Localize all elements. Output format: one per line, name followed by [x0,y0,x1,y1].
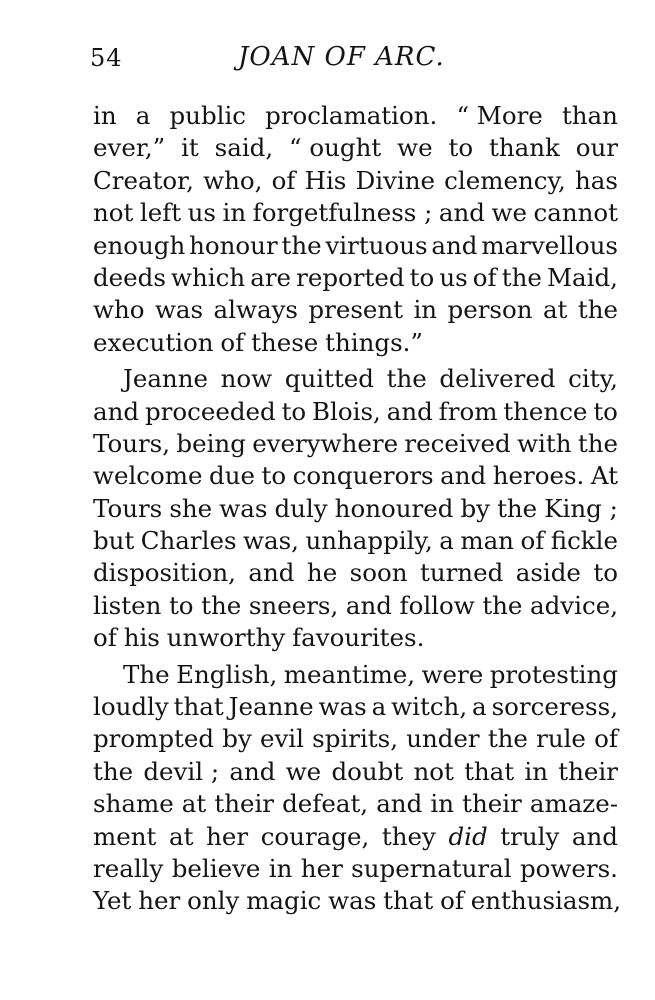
word: rule [536,724,586,754]
word: deeds [93,262,166,292]
text-line [93,590,618,622]
word: that [464,756,515,786]
word: said, [214,133,274,163]
text-line [93,691,618,723]
word: of [520,526,545,556]
word: “ ought [289,133,382,163]
word: ever,” [93,133,166,163]
word: defeat, [282,789,369,819]
word: always [213,295,298,325]
body-text [93,100,622,918]
word: did [448,821,488,851]
word: the [281,230,322,260]
word: her [300,853,343,883]
word: in [222,198,247,228]
text-line [93,230,618,262]
word: devil ; [143,756,220,786]
word: received [404,428,511,458]
word: of [472,262,497,292]
text-line [93,197,618,229]
word: magic [246,886,322,916]
word: of [220,327,245,357]
text-line [93,132,618,164]
word: thence [503,396,588,426]
word: of [93,623,117,653]
word: spirits, [312,724,399,754]
word: to [409,262,435,292]
word: to [593,558,618,588]
word: and [248,558,295,588]
word: the [386,364,427,394]
text-line [93,723,618,755]
word: in [524,756,549,786]
word: to [448,133,474,163]
word: Blois, [312,396,381,426]
word: us [439,262,468,292]
word: with [517,428,572,458]
word: from [438,396,498,426]
word: enthusiasm, [470,886,622,916]
word: really [93,853,164,883]
word: advice, [530,590,618,620]
word: sorceress, [491,692,618,722]
word: protesting [489,659,618,689]
word: witch, [391,692,468,722]
word: of [271,165,296,195]
word: their [462,789,522,819]
text-line [93,294,618,326]
word: evil [259,724,304,754]
word: clemency, [444,165,566,195]
word: Jeanne [123,364,208,394]
word: and [440,461,487,491]
text-line [93,525,618,557]
word: shame [93,789,174,819]
word: the [487,724,528,754]
word: heroes. [492,461,585,491]
word: “ More [456,101,543,130]
word: in [93,101,117,130]
word: at [542,295,568,325]
word: King ; [544,493,618,523]
word: and [93,396,140,426]
word: it [181,133,199,163]
word: a [439,526,454,556]
word: they [381,821,436,851]
word: not [93,198,134,228]
text-line [93,165,618,197]
paragraph [93,100,618,359]
word: the [501,262,542,292]
word: listen [93,590,162,620]
word: we [397,133,433,163]
word: and [386,396,433,426]
word: at [168,821,194,851]
word: public [169,101,247,130]
paragraph [93,659,622,918]
word: meantime, [283,659,416,689]
text-line [93,460,618,492]
word: to [168,590,194,620]
word: Creator, [93,165,194,195]
word: virtuous [325,230,428,260]
word: person [447,295,533,325]
word: forgetfulness ; [252,198,433,228]
word: under [406,724,480,754]
word: in [268,853,293,883]
word: she [169,493,213,523]
word: her [206,821,249,851]
word: to [261,461,287,491]
word: but [93,526,135,556]
word: proceeded [144,396,276,426]
word: was [219,493,268,523]
word: follow [399,590,475,620]
page-number: 54 [90,44,123,72]
word: at [181,789,207,819]
word: a [371,692,387,722]
word: aside [515,558,581,588]
word: honour [189,230,278,260]
word: Maid, [546,262,618,292]
word: English, [176,659,278,689]
word: his [123,623,160,653]
word: things.” [325,327,423,357]
text-line [93,396,618,428]
word: Divine [355,165,435,195]
word: that [173,692,224,722]
text-line [93,493,618,525]
word: favourites. [292,623,425,653]
word: present [308,295,404,325]
word: to [281,396,307,426]
word: that [383,886,434,916]
word: loudly [93,692,169,722]
word: duly [274,493,328,523]
word: was, [243,526,299,556]
word: delivered [439,364,556,394]
word: city, [568,364,618,394]
word: their [558,756,618,786]
word: Tours [93,493,163,523]
text-line [93,327,618,359]
text-line [93,659,618,691]
word: now [220,364,273,394]
word: Charles [140,526,237,556]
word: the [577,428,618,458]
word: honoured [334,493,454,523]
word: left [139,198,182,228]
word: execution [93,327,214,357]
word: welcome [93,461,203,491]
word: fickle [550,526,618,556]
word: man [460,526,514,556]
word: was [318,692,367,722]
word: marvellous [481,230,618,260]
word: and [376,789,423,819]
page-header [88,38,618,78]
text-line [93,622,618,654]
word: he [306,558,338,588]
word: unworthy [166,623,286,653]
word: At [590,461,618,491]
word: was [328,886,377,916]
word: the [482,590,523,620]
text-line [93,853,618,885]
text-line [93,788,618,820]
word: was [154,295,204,325]
word: proclamation. [265,101,438,130]
word: Tours, [93,428,171,458]
text-line [93,100,618,132]
word: not [413,756,454,786]
word: quitted [284,364,374,394]
word: in [430,789,454,819]
word: who [93,295,145,325]
text-line [93,557,618,589]
word: conquerors [292,461,434,491]
word: the [201,590,242,620]
word: ment [93,821,157,851]
word: and [571,821,618,851]
word: a [135,101,151,130]
word: and [345,590,392,620]
word: doubt [331,756,404,786]
text-line [93,428,618,460]
word: and [438,198,485,228]
word: His [304,165,347,195]
word: sneers, [248,590,339,620]
word: of [440,886,464,916]
word: were [421,659,484,689]
word: prompted [93,724,215,754]
word: due [209,461,255,491]
word: we [491,198,527,228]
word: The [123,659,170,689]
word: us [187,198,217,228]
word: we [285,756,322,786]
text-line [93,756,618,788]
word: are [250,262,292,292]
word: powers. [519,853,618,883]
word: by [460,493,490,523]
word: a [472,692,487,722]
word: which [171,262,246,292]
word: than [561,101,618,130]
word: amaze- [529,789,618,819]
word: courage, [260,821,370,851]
word: has [575,165,618,195]
word: Jeanne [228,692,314,722]
running-title: JOAN OF ARC. [238,42,445,72]
word: reported [296,262,405,292]
text-line [93,821,618,853]
word: supernatural [351,853,512,883]
word: cannot [533,198,618,228]
word: their [214,789,275,819]
word: unhappily, [305,526,433,556]
paragraph [93,363,618,655]
word: believe [171,853,261,883]
word: the [93,756,134,786]
word: turned [419,558,504,588]
word: enough [93,230,186,260]
word: by [222,724,252,754]
word: everywhere [252,428,399,458]
word: only [187,886,240,916]
word: and [229,756,276,786]
word: these [251,327,319,357]
word: in [413,295,438,325]
word: Yet [93,886,132,916]
word: truly [500,821,560,851]
word: and [431,230,478,260]
word: disposition, [93,558,236,588]
word: her [138,886,181,916]
word: of [594,724,618,754]
word: thank [488,133,560,163]
word: who, [203,165,263,195]
text-line [93,262,618,294]
word: our [575,133,618,163]
text-line [93,885,622,917]
word: being [176,428,246,458]
word: to [593,396,618,426]
word: the [497,493,538,523]
text-line [93,363,618,395]
word: soon [349,558,408,588]
word: the [577,295,618,325]
